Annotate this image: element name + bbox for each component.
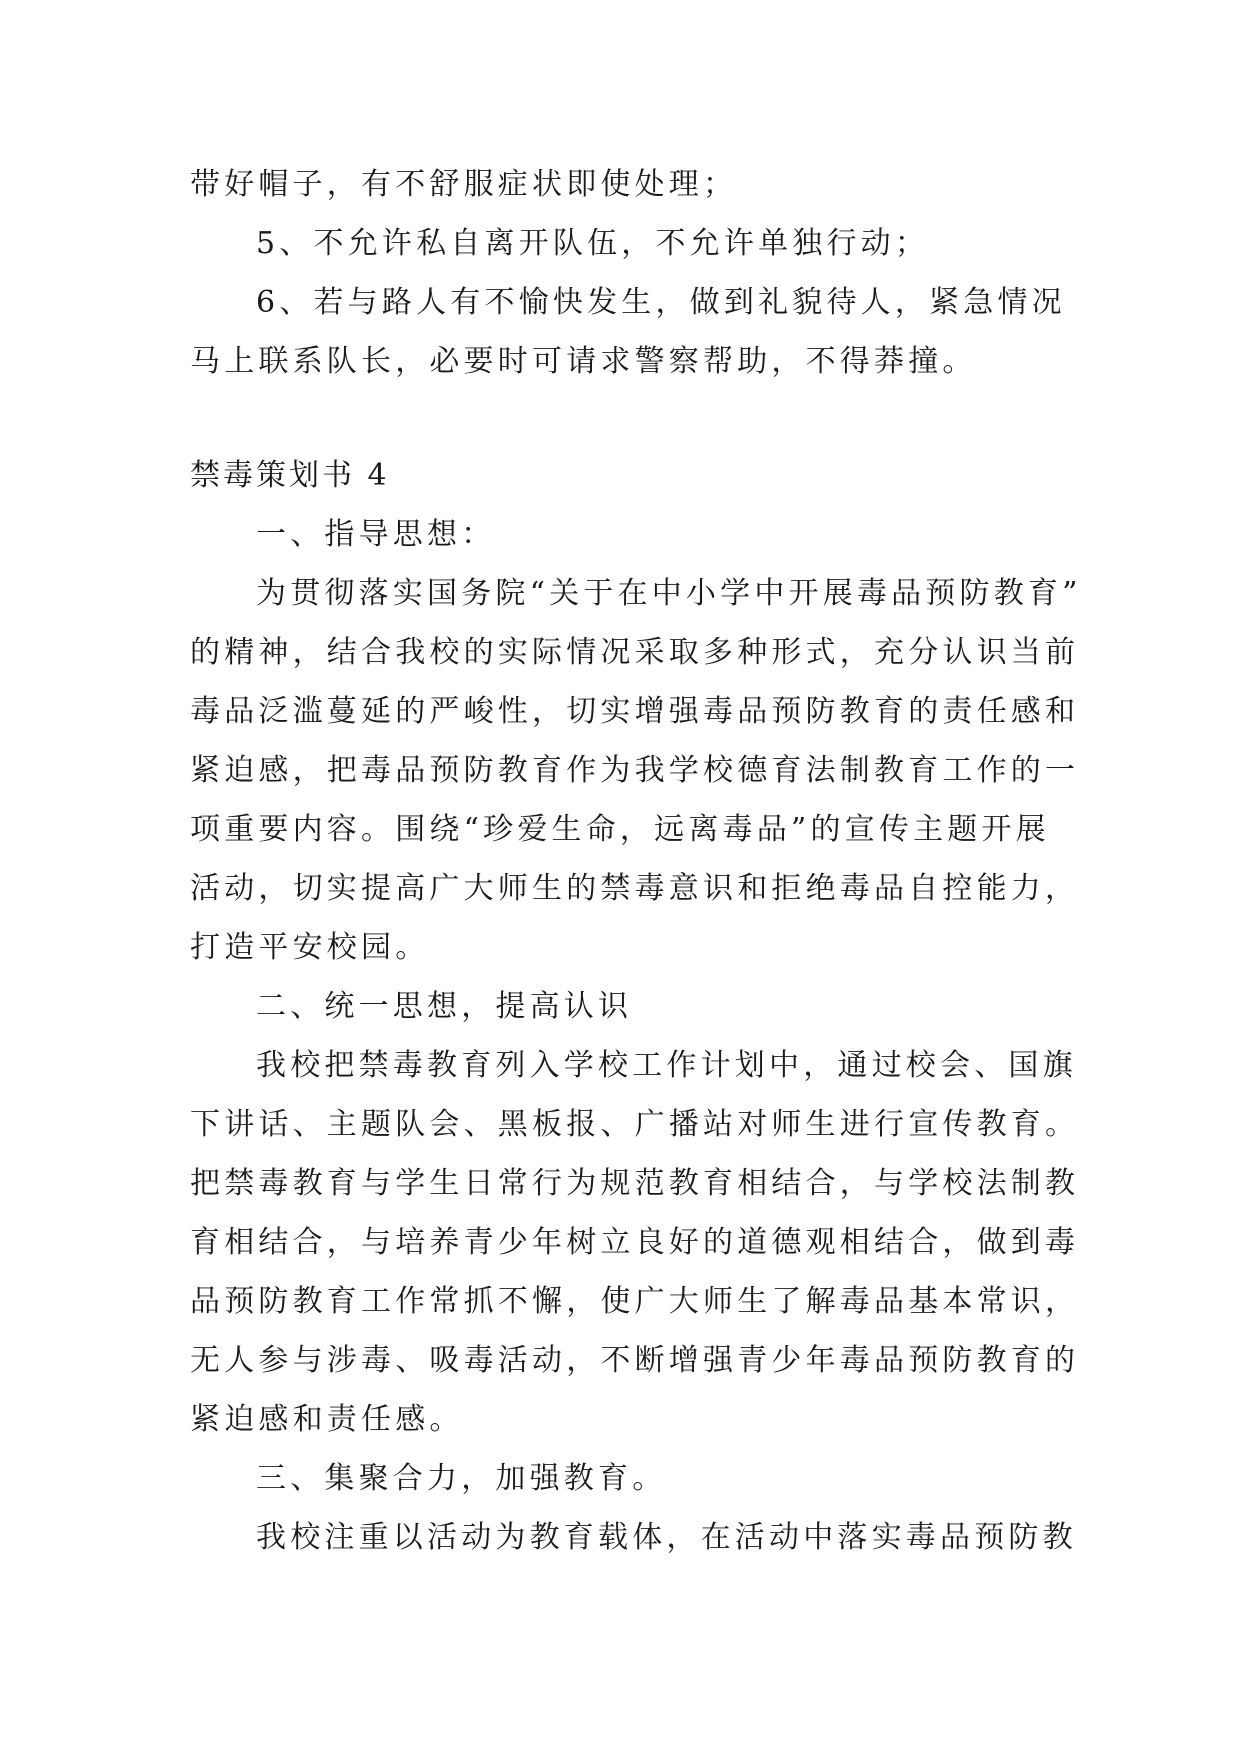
- paragraph-line: 紧迫感和责任感。: [190, 1402, 464, 1437]
- subheading-unify-thought: 二、统一思想，提高认识: [256, 989, 633, 1024]
- paragraph-line: 我校注重以活动为教育载体，在活动中落实毒品预防教: [256, 1520, 1077, 1555]
- section-title: 禁毒策划书 4: [190, 458, 390, 493]
- paragraph-line: 马上联系队长，必要时可请求警察帮助，不得莽撞。: [190, 344, 977, 379]
- paragraph-line: 为贯彻落实国务院“关于在中小学中开展毒品预防教育”: [256, 576, 1082, 611]
- paragraph-line: 育相结合，与培养青少年树立良好的道德观相结合，做到毒: [190, 1225, 1080, 1260]
- paragraph-line: 无人参与涉毒、吸毒活动，不断增强青少年毒品预防教育的: [190, 1343, 1080, 1378]
- paragraph-line: 的精神，结合我校的实际情况采取多种形式，充分认识当前: [190, 635, 1080, 670]
- paragraph-line: 紧迫感，把毒品预防教育作为我学校德育法制教育工作的一: [190, 753, 1080, 788]
- paragraph-line: 打造平安校园。: [190, 930, 430, 965]
- paragraph-line: 带好帽子，有不舒服症状即使处理；: [190, 167, 738, 202]
- paragraph-line: 把禁毒教育与学生日常行为规范教育相结合，与学校法制教: [190, 1166, 1080, 1201]
- paragraph-line: 品预防教育工作常抓不懈，使广大师生了解毒品基本常识，: [190, 1284, 1080, 1319]
- list-item-6: 6、若与路人有不愉快发生，做到礼貌待人，紧急情况: [256, 285, 1066, 320]
- subheading-strengthen-education: 三、集聚合力，加强教育。: [256, 1461, 667, 1496]
- paragraph-line: 活动，切实提高广大师生的禁毒意识和拒绝毒品自控能力，: [190, 871, 1080, 906]
- paragraph-line: 下讲话、主题队会、黑板报、广播站对师生进行宣传教育。: [190, 1107, 1080, 1142]
- list-item-5: 5、不允许私自离开队伍，不允许单独行动；: [256, 226, 930, 261]
- paragraph-line: 我校把禁毒教育列入学校工作计划中，通过校会、国旗: [256, 1048, 1077, 1083]
- subheading-guiding-thought: 一、指导思想：: [256, 517, 496, 552]
- paragraph-line: 项重要内容。围绕“珍爱生命，远离毒品”的宣传主题开展: [190, 812, 1050, 847]
- paragraph-line: 毒品泛滥蔓延的严峻性，切实增强毒品预防教育的责任感和: [190, 694, 1080, 729]
